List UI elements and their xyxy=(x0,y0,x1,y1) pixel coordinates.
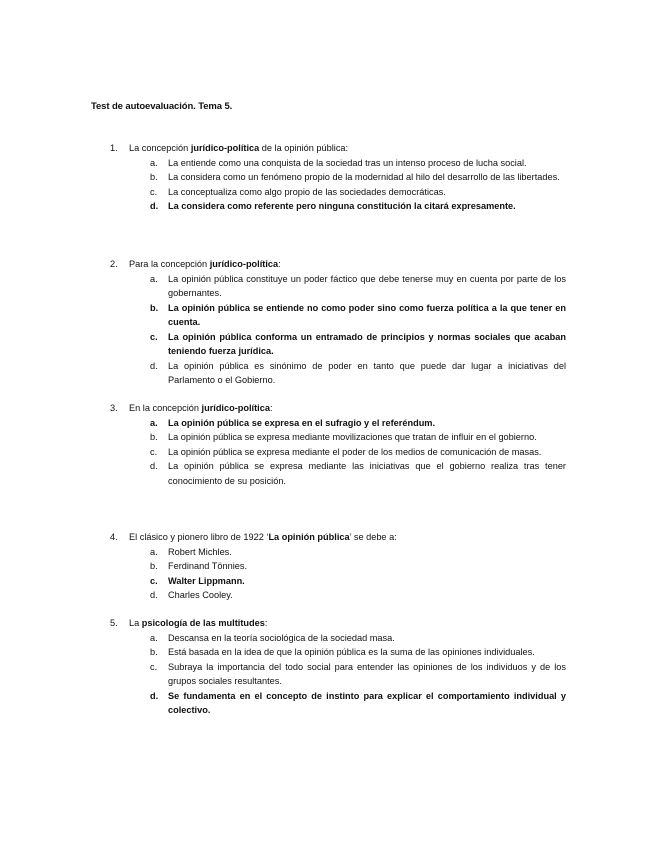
question-number: 1. xyxy=(110,143,118,153)
question-stem: El clásico y pionero libro de 1922 ‘La opinión pública’ se debe a: xyxy=(129,532,397,542)
question-number: 5. xyxy=(110,618,118,628)
option-d: d. La opinión pública es sinónimo de poder en tanto que puede dar lugar a iniciativas del Parlamento o el Gobierno. xyxy=(150,360,566,385)
page-title: Test de autoevaluación. Tema 5. xyxy=(91,101,233,112)
question-5 xyxy=(110,616,566,718)
option-b: b. La considera como un fenómeno propio de la modernidad al hilo del desarrollo de las libertades. xyxy=(150,172,560,182)
option-b: b. La opinión pública se entiende no como poder sino como fuerza política a la que tener en cuenta. xyxy=(150,302,566,327)
question-2 xyxy=(110,257,566,388)
option-c: c. Walter Lippmann. xyxy=(150,575,245,586)
option-c: c. Subraya la importancia del todo social para entender las opiniones de los individuos y de los grupos sociales resultantes. xyxy=(150,661,566,686)
option-c: c. La conceptualiza como algo propio de las sociedades democráticas. xyxy=(150,186,446,197)
option-a: a. La opinión pública se expresa en el sufragio y el referéndum. xyxy=(150,417,436,428)
question-number: 3. xyxy=(110,403,118,413)
question-number: 4. xyxy=(110,532,118,542)
question-1 xyxy=(110,141,566,214)
option-d: d. Se fundamenta en el concepto de instinto para explicar el comportamiento individual y colectivo. xyxy=(150,690,566,715)
option-a: a. Robert Michles. xyxy=(150,546,232,557)
question-4 xyxy=(110,530,566,603)
question-3 xyxy=(110,401,566,488)
question-stem: Para la concepción jurídico-política: xyxy=(129,259,281,269)
option-a: a. La entiende como una conquista de la sociedad tras un intenso proceso de lucha social. xyxy=(150,157,527,168)
option-c: c. La opinión pública conforma un entramado de principios y normas sociales que acaban teniendo fuerza jurídica. xyxy=(150,331,566,356)
option-b: b. Está basada en la idea de que la opinión pública es la suma de las opiniones individuales. xyxy=(150,647,535,657)
option-d: d. La opinión pública se expresa mediante las iniciativas que el gobierno realiza tras tener conocimiento de su posición. xyxy=(150,461,566,486)
option-a: a. La opinión pública constituye un poder fáctico que debe tenerse muy en cuenta por parte de los gobernantes. xyxy=(150,273,566,298)
option-d: d. Charles Cooley. xyxy=(150,590,233,600)
question-number: 2. xyxy=(110,259,118,269)
question-stem: La psicología de las multitudes: xyxy=(129,618,268,628)
option-b: b. La opinión pública se expresa mediante movilizaciones que tratan de influir en el gobierno. xyxy=(150,432,537,442)
option-d: d. La considera como referente pero ninguna constitución la citará expresamente. xyxy=(150,201,516,211)
question-stem: La concepción jurídico-política de la opinión pública: xyxy=(129,143,349,153)
question-stem: En la concepción jurídico-política: xyxy=(129,403,273,413)
option-b: b. Ferdinand Tönnies. xyxy=(150,561,247,571)
option-c: c. La opinión pública se expresa mediante el poder de los medios de comunicación de masas. xyxy=(150,446,542,457)
option-a: a. Descansa en la teoría sociológica de la sociedad masa. xyxy=(150,632,395,643)
